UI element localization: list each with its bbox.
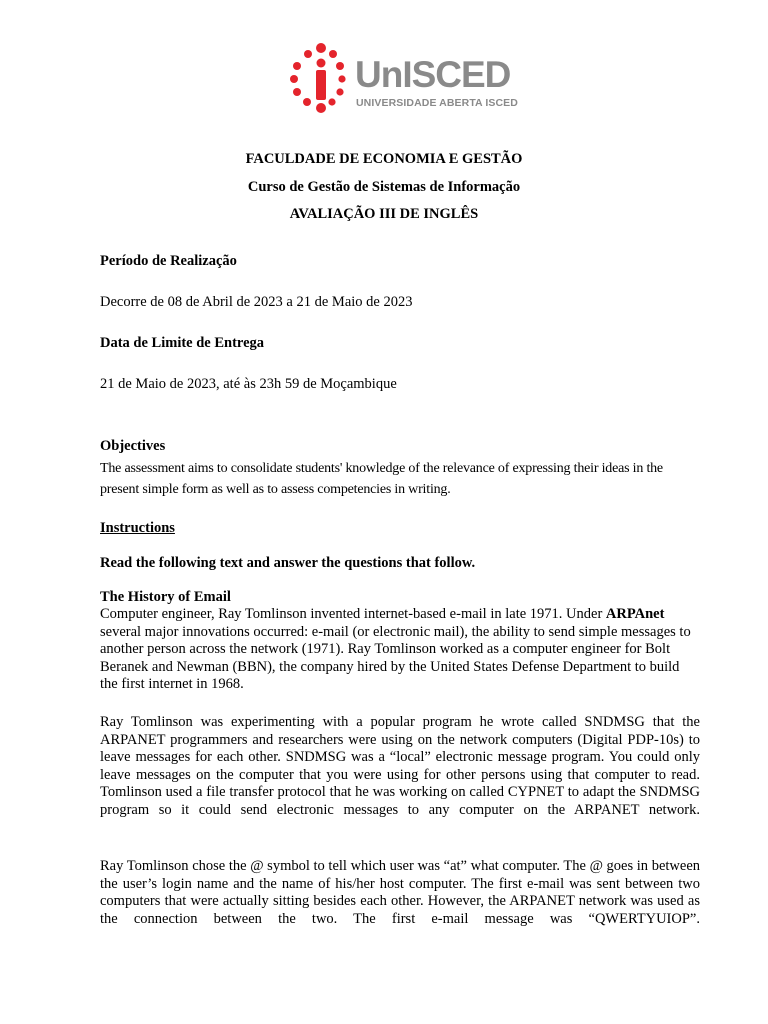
course-title: Curso de Gestão de Sistemas de Informação bbox=[247, 179, 521, 195]
logo-name: UnISCED bbox=[355, 54, 511, 95]
period-text: Decorre de 08 de Abril de 2023 a 21 de Maio de 2023 bbox=[100, 294, 413, 310]
objectives-heading: Objectives bbox=[100, 438, 166, 454]
deadline-heading: Data de Limite de Entrega bbox=[100, 335, 265, 351]
article-paragraph-1 bbox=[100, 606, 700, 694]
instructions-heading: Instructions bbox=[100, 520, 175, 536]
article-paragraph-2: Ray Tomlinson was experimenting with a popular program he wrote called SNDMSG that the ARPANET programmers and researchers were using on the network computers (Digital PDP-10s) to leave messages for each other. SNDMSG was a “local” electronic message program. You could only leave messages on the computer that you were using for other persons using that computer to read. Tomlinson used a file transfer protocol that he was working on called CYPNET to adapt the SNDMSG program so it could send electronic messages to any computer on the ARPANET network. bbox=[100, 714, 700, 818]
assessment-title: AVALIAÇÃO III DE INGLÊS bbox=[289, 206, 479, 222]
university-logo bbox=[285, 42, 525, 114]
arpanet-term: ARPAnet bbox=[605, 606, 665, 622]
objectives-text: The assessment aims to consolidate students' knowledge of the relevance of expressing their ideas in the present simple form as well as to assess competencies in writing. bbox=[100, 461, 663, 497]
faculty-title: FACULDADE DE ECONOMIA E GESTÃO bbox=[245, 151, 523, 167]
article-paragraph-1-rest: several major innovations occurred: e-mail (or electronic mail), the ability to send simple messages to another person across the network (1971). Ray Tomlinson worked as a computer engineer for Bolt Beranek and Newman (BBN), the company hired by the United States Defense Department to build the first internet in 1968. bbox=[100, 623, 691, 693]
logo-subtitle: UNIVERSIDADE ABERTA ISCED bbox=[356, 97, 518, 109]
deadline-text: 21 de Maio de 2023, até às 23h 59 de Moçambique bbox=[100, 376, 397, 392]
period-heading: Período de Realização bbox=[100, 253, 237, 269]
unisced-logo-icon bbox=[285, 42, 351, 114]
instructions-lead: Read the following text and answer the questions that follow. bbox=[100, 555, 476, 571]
article-paragraph-1-start: Computer engineer, Ray Tomlinson invented internet-based e-mail in late 1971. Under bbox=[100, 606, 606, 622]
article-title: The History of Email bbox=[100, 589, 231, 605]
article-paragraph-3: Ray Tomlinson chose the @ symbol to tell which user was “at” what computer. The @ goes in between the user’s login name and the name of his/her host computer. The first e-mail was sent between two computers that were actually sitting besides each other. However, the ARPANET network was used as the connection between the two. The first e-mail message was “QWERTYUIOP”. bbox=[100, 858, 700, 927]
